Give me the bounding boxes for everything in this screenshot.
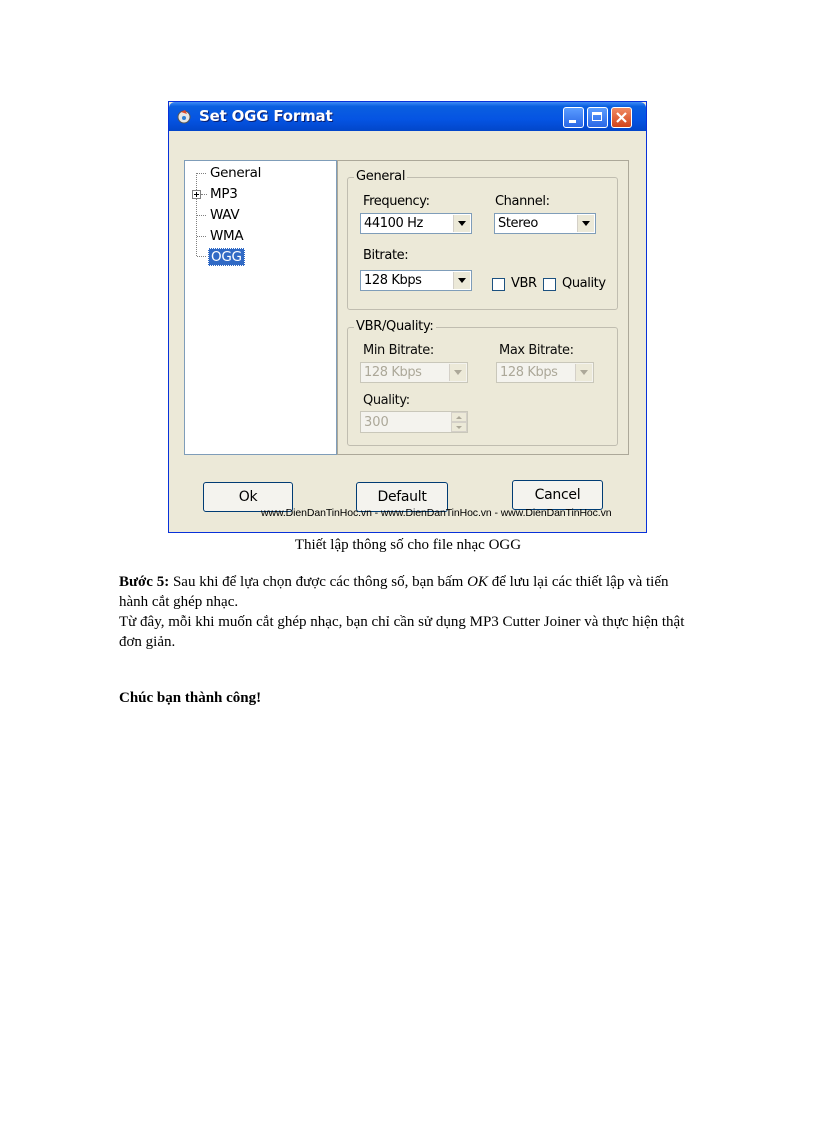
general-group [347,169,618,310]
quality-spin-label: Quality: [363,393,410,408]
cancel-button[interactable]: Cancel [512,480,603,510]
channel-label: Channel: [495,194,550,209]
tree-item-general[interactable]: General [210,165,262,181]
frequency-value: 44100 Hz [364,216,423,231]
quality-checkbox-label: Quality [562,276,606,291]
minimize-button[interactable] [563,107,584,128]
dropdown-arrow-icon[interactable] [577,215,594,232]
paragraph-2: Từ đây, mỗi khi muốn cắt ghép nhạc, bạn chỉ cần sử dụng MP3 Cutter Joiner và thực hiện thật đơn giản. [119,614,685,650]
min-bitrate-value: 128 Kbps [364,365,422,380]
vbr-checkbox[interactable] [492,278,505,291]
tree-item-ogg[interactable]: OGG [208,248,245,266]
bitrate-label: Bitrate: [363,248,409,263]
tree-connector [197,215,206,216]
dropdown-arrow-icon[interactable] [453,272,470,289]
max-bitrate-select[interactable] [496,362,594,383]
dialog-title: Set OGG Format [199,107,333,125]
ok-button[interactable]: Ok [203,482,293,512]
tree-connector [197,256,206,257]
title-bar[interactable] [169,102,646,131]
quality-checkbox[interactable] [543,278,556,291]
frequency-select[interactable] [360,213,472,234]
tree-connector [197,236,206,237]
closing-line: Chúc bạn thành công! [119,690,262,706]
watermark-text: www.DienDanTinHoc.vn - www.DienDanTinHoc.vn - www.DienDanTinHoc.vn [261,507,612,519]
step-text-a: Sau khi để lựa chọn được các thông số, bạn bấm [169,574,468,590]
vbr-quality-group [347,319,618,446]
format-tree[interactable] [184,160,337,455]
channel-value: Stereo [498,216,538,231]
step-paragraph [119,572,689,612]
quality-value: 300 [364,415,389,430]
figure-caption: Thiết lập thông số cho file nhạc OGG [294,537,522,553]
bitrate-select[interactable] [360,270,472,291]
quality-spinner[interactable] [360,411,468,433]
app-icon [176,108,193,125]
maximize-button[interactable] [587,107,608,128]
tree-item-mp3[interactable]: MP3 [210,186,238,202]
min-bitrate-select[interactable] [360,362,468,383]
step-label: Bước 5: [119,574,170,590]
settings-panel [337,160,629,455]
vbr-label: VBR [511,276,537,291]
general-group-title: General [356,169,406,184]
default-button[interactable]: Default [356,482,448,512]
dropdown-arrow-icon[interactable] [575,364,592,381]
step-ok-emphasis: OK [467,574,488,590]
step-text-b: để lưu lại các thiết lập và tiến hành cắt ghép nhạc. [119,574,669,610]
close-icon [615,111,628,124]
tree-connector [197,173,206,174]
expand-icon[interactable] [192,190,201,199]
tree-connector [201,194,207,195]
dropdown-arrow-icon[interactable] [449,364,466,381]
set-ogg-format-dialog [168,101,647,533]
frequency-label: Frequency: [363,194,430,209]
spin-down-icon[interactable] [451,422,467,432]
tree-item-wma[interactable]: WMA [210,228,244,244]
close-button[interactable] [611,107,632,128]
dropdown-arrow-icon[interactable] [453,215,470,232]
tree-item-wav[interactable]: WAV [210,207,240,223]
spin-buttons[interactable] [451,412,467,432]
vbr-quality-group-title: VBR/Quality: [356,319,434,334]
channel-select[interactable] [494,213,596,234]
bitrate-value: 128 Kbps [364,273,422,288]
max-bitrate-value: 128 Kbps [500,365,558,380]
spin-up-icon[interactable] [451,412,467,422]
max-bitrate-label: Max Bitrate: [499,343,574,358]
min-bitrate-label: Min Bitrate: [363,343,434,358]
